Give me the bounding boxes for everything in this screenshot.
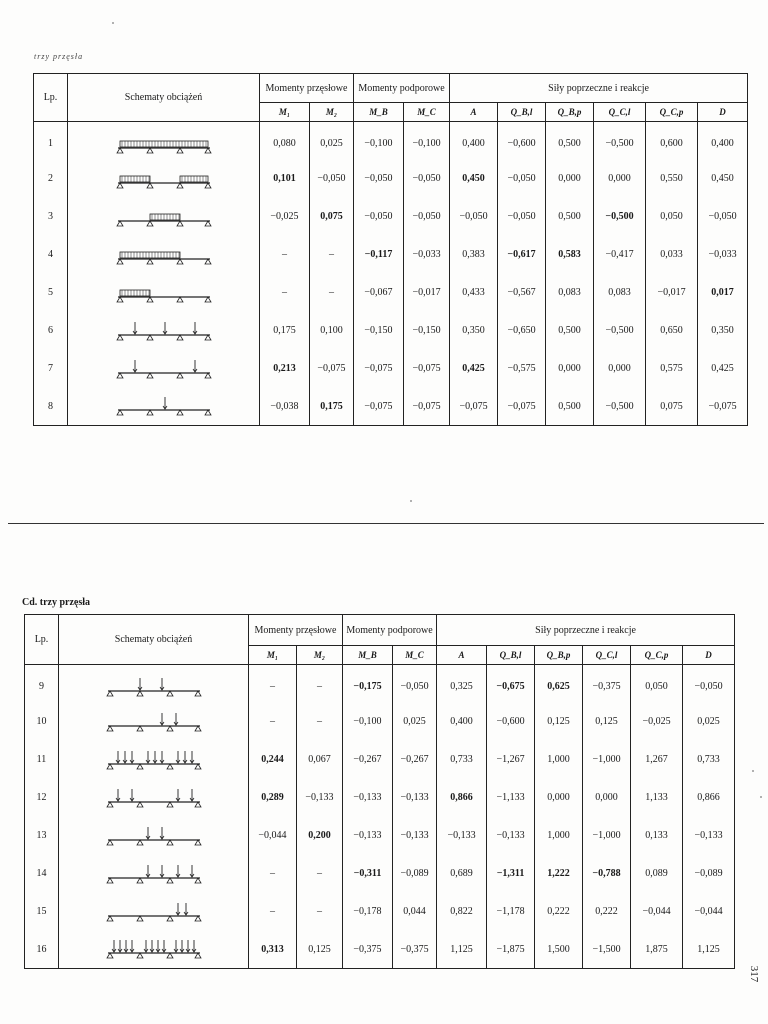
header-lp: Lp. xyxy=(25,615,59,665)
row-schema xyxy=(59,665,249,703)
row-schema xyxy=(59,817,249,855)
beam-scheme-icon xyxy=(104,862,204,886)
cell-value: 0,100 xyxy=(310,312,354,350)
scan-speck xyxy=(752,770,754,772)
cell-value: −0,017 xyxy=(404,274,450,312)
cell-value: −0,417 xyxy=(594,236,646,274)
cell-value: −0,133 xyxy=(487,817,535,855)
cell-value: −0,178 xyxy=(343,893,393,931)
cell-value: 0,080 xyxy=(260,122,310,160)
table-row xyxy=(34,236,748,274)
cell-value: 0,575 xyxy=(646,350,698,388)
cell-value: – xyxy=(260,274,310,312)
cell-value: −0,600 xyxy=(498,122,546,160)
cell-value: 0,125 xyxy=(535,703,583,741)
cell-value: 1,125 xyxy=(437,931,487,969)
cell-value: −0,075 xyxy=(354,350,404,388)
cell-value: 0,222 xyxy=(583,893,631,931)
row-lp: 13 xyxy=(25,817,59,855)
page-separator xyxy=(8,523,764,524)
cell-value: 1,133 xyxy=(631,779,683,817)
cell-value: −0,033 xyxy=(698,236,748,274)
row-lp: 14 xyxy=(25,855,59,893)
row-lp: 11 xyxy=(25,741,59,779)
cell-value: 0,000 xyxy=(535,779,583,817)
cell-value: −0,617 xyxy=(498,236,546,274)
col-qbl: Q_B,l xyxy=(498,103,546,122)
cell-value: −0,117 xyxy=(354,236,404,274)
cell-value: 0,400 xyxy=(450,122,498,160)
cell-value: −0,050 xyxy=(498,160,546,198)
beam-scheme-icon xyxy=(114,167,214,191)
cell-value: 0,289 xyxy=(249,779,297,817)
col-m2: M₂ xyxy=(310,103,354,122)
cell-value: 0,822 xyxy=(437,893,487,931)
beam-scheme-icon xyxy=(114,132,214,156)
row-lp: 8 xyxy=(34,388,68,426)
cell-value: −0,150 xyxy=(404,312,450,350)
cell-value: −0,033 xyxy=(404,236,450,274)
cell-value: −0,133 xyxy=(343,779,393,817)
cell-value: −0,075 xyxy=(698,388,748,426)
header-schematy: Schematy obciążeń xyxy=(59,615,249,665)
beam-scheme-icon xyxy=(114,281,214,305)
cell-value: −0,075 xyxy=(498,388,546,426)
cell-value: 0,000 xyxy=(583,779,631,817)
scan-speck xyxy=(410,500,412,502)
cell-value: 0,400 xyxy=(437,703,487,741)
row-lp: 15 xyxy=(25,893,59,931)
beam-table-1-body xyxy=(34,122,748,426)
col-qbl: Q_B,l xyxy=(487,646,535,665)
cut-section-header: trzy przęsła xyxy=(34,52,84,61)
cell-value: −0,067 xyxy=(354,274,404,312)
cell-value: −0,050 xyxy=(354,160,404,198)
cell-value: −0,500 xyxy=(594,198,646,236)
beam-scheme-icon xyxy=(114,319,214,343)
cell-value: – xyxy=(297,665,343,703)
row-schema xyxy=(68,312,260,350)
table-row xyxy=(25,893,735,931)
cell-value: 0,866 xyxy=(437,779,487,817)
cell-value: −0,050 xyxy=(404,198,450,236)
beam-scheme-icon xyxy=(104,824,204,848)
header-momenty-podporowe: Momenty podporowe xyxy=(343,615,437,646)
cell-value: 0,313 xyxy=(249,931,297,969)
cell-value: 0,125 xyxy=(297,931,343,969)
row-schema xyxy=(59,703,249,741)
row-schema xyxy=(68,350,260,388)
cell-value: 0,689 xyxy=(437,855,487,893)
col-d: D xyxy=(698,103,748,122)
table-row xyxy=(34,198,748,236)
cell-value: 0,400 xyxy=(698,122,748,160)
cell-value: −0,044 xyxy=(249,817,297,855)
col-m1: M₁ xyxy=(260,103,310,122)
row-schema xyxy=(68,274,260,312)
cell-value: −0,075 xyxy=(310,350,354,388)
cell-value: −1,133 xyxy=(487,779,535,817)
cell-value: – xyxy=(249,855,297,893)
row-lp: 16 xyxy=(25,931,59,969)
cell-value: −0,100 xyxy=(354,122,404,160)
cell-value: −0,050 xyxy=(450,198,498,236)
beam-scheme-icon xyxy=(104,900,204,924)
col-qbp: Q_B,p xyxy=(535,646,583,665)
row-schema xyxy=(59,779,249,817)
cell-value: 0,450 xyxy=(450,160,498,198)
cell-value: 0,425 xyxy=(698,350,748,388)
col-qcl: Q_C,l xyxy=(583,646,631,665)
table-row xyxy=(34,350,748,388)
col-qcl: Q_C,l xyxy=(594,103,646,122)
table-row xyxy=(25,817,735,855)
cell-value: 1,125 xyxy=(683,931,735,969)
cell-value: 0,050 xyxy=(631,665,683,703)
cell-value: −0,075 xyxy=(354,388,404,426)
beam-scheme-icon xyxy=(104,937,204,961)
cell-value: 0,033 xyxy=(646,236,698,274)
row-lp: 5 xyxy=(34,274,68,312)
cell-value: 0,089 xyxy=(631,855,683,893)
col-qcp: Q_C,p xyxy=(631,646,683,665)
cell-value: −0,050 xyxy=(310,160,354,198)
table-row xyxy=(25,855,735,893)
cell-value: −0,038 xyxy=(260,388,310,426)
cell-value: – xyxy=(310,236,354,274)
cell-value: 0,583 xyxy=(546,236,594,274)
row-schema xyxy=(59,741,249,779)
cell-value: 0,222 xyxy=(535,893,583,931)
cell-value: −0,025 xyxy=(260,198,310,236)
col-qcp: Q_C,p xyxy=(646,103,698,122)
cell-value: 0,175 xyxy=(260,312,310,350)
cell-value: – xyxy=(260,236,310,274)
cell-value: −0,044 xyxy=(631,893,683,931)
beam-scheme-icon xyxy=(114,394,214,418)
header-sily: Siły poprzeczne i reakcje xyxy=(450,74,748,103)
col-mb: M_B xyxy=(354,103,404,122)
row-schema xyxy=(68,236,260,274)
beam-table-2 xyxy=(24,614,735,969)
cell-value: – xyxy=(249,703,297,741)
cell-value: 0,433 xyxy=(450,274,498,312)
cell-value: 0,325 xyxy=(437,665,487,703)
cell-value: 0,133 xyxy=(631,817,683,855)
cell-value: 0,866 xyxy=(683,779,735,817)
cell-value: −0,500 xyxy=(594,388,646,426)
cell-value: −0,050 xyxy=(404,160,450,198)
row-lp: 9 xyxy=(25,665,59,703)
col-m1: M₁ xyxy=(249,646,297,665)
cell-value: 0,213 xyxy=(260,350,310,388)
beam-scheme-icon xyxy=(104,710,204,734)
col-qbp: Q_B,p xyxy=(546,103,594,122)
cell-value: −0,133 xyxy=(683,817,735,855)
cell-value: −0,050 xyxy=(683,665,735,703)
row-lp: 6 xyxy=(34,312,68,350)
cell-value: −1,500 xyxy=(583,931,631,969)
row-lp: 3 xyxy=(34,198,68,236)
cell-value: 0,044 xyxy=(393,893,437,931)
cell-value: 0,450 xyxy=(698,160,748,198)
col-mc: M_C xyxy=(393,646,437,665)
cell-value: 0,350 xyxy=(450,312,498,350)
cell-value: −0,050 xyxy=(393,665,437,703)
cell-value: −0,100 xyxy=(404,122,450,160)
beam-scheme-icon xyxy=(114,243,214,267)
cell-value: −0,133 xyxy=(297,779,343,817)
scan-speck xyxy=(760,796,762,798)
cell-value: −0,050 xyxy=(498,198,546,236)
cell-value: 0,000 xyxy=(594,160,646,198)
cell-value: −0,025 xyxy=(631,703,683,741)
cell-value: 0,083 xyxy=(546,274,594,312)
cell-value: 0,175 xyxy=(310,388,354,426)
cell-value: −0,650 xyxy=(498,312,546,350)
cell-value: 0,733 xyxy=(437,741,487,779)
row-schema xyxy=(68,122,260,160)
cell-value: −0,150 xyxy=(354,312,404,350)
cell-value: 0,625 xyxy=(535,665,583,703)
col-a: A xyxy=(450,103,498,122)
cell-value: – xyxy=(297,703,343,741)
cell-value: 0,500 xyxy=(546,122,594,160)
cell-value: 0,017 xyxy=(698,274,748,312)
cell-value: 0,083 xyxy=(594,274,646,312)
header-sily: Siły poprzeczne i reakcje xyxy=(437,615,735,646)
cell-value: −0,100 xyxy=(343,703,393,741)
cell-value: 1,222 xyxy=(535,855,583,893)
header-momenty-przeslowe: Momenty przęsłowe xyxy=(260,74,354,103)
cell-value: 1,875 xyxy=(631,931,683,969)
cell-value: −1,875 xyxy=(487,931,535,969)
cell-value: −0,600 xyxy=(487,703,535,741)
cell-value: −0,575 xyxy=(498,350,546,388)
cell-value: 0,101 xyxy=(260,160,310,198)
cell-value: 0,350 xyxy=(698,312,748,350)
beam-scheme-icon xyxy=(114,357,214,381)
cell-value: −1,000 xyxy=(583,741,631,779)
cell-value: 0,500 xyxy=(546,198,594,236)
cell-value: −0,567 xyxy=(498,274,546,312)
cell-value: – xyxy=(249,665,297,703)
scan-speck xyxy=(112,22,114,24)
cell-value: −0,133 xyxy=(393,817,437,855)
cell-value: 0,075 xyxy=(310,198,354,236)
row-schema xyxy=(68,388,260,426)
row-lp: 10 xyxy=(25,703,59,741)
cell-value: −0,311 xyxy=(343,855,393,893)
cell-value: 1,267 xyxy=(631,741,683,779)
cell-value: −0,375 xyxy=(393,931,437,969)
cell-value: −1,311 xyxy=(487,855,535,893)
cell-value: 0,383 xyxy=(450,236,498,274)
cell-value: −0,375 xyxy=(583,665,631,703)
cell-value: 0,650 xyxy=(646,312,698,350)
continuation-caption: Cd. trzy przęsła xyxy=(22,597,91,608)
cell-value: 1,000 xyxy=(535,817,583,855)
cell-value: 0,025 xyxy=(393,703,437,741)
cell-value: – xyxy=(297,855,343,893)
cell-value: 0,000 xyxy=(546,160,594,198)
cell-value: −0,375 xyxy=(343,931,393,969)
row-schema xyxy=(59,931,249,969)
cell-value: 0,425 xyxy=(450,350,498,388)
row-schema xyxy=(59,893,249,931)
cell-value: 0,550 xyxy=(646,160,698,198)
cell-value: 0,000 xyxy=(546,350,594,388)
cell-value: −1,267 xyxy=(487,741,535,779)
header-lp: Lp. xyxy=(34,74,68,122)
cell-value: 0,200 xyxy=(297,817,343,855)
cell-value: −0,050 xyxy=(354,198,404,236)
row-schema xyxy=(59,855,249,893)
cell-value: – xyxy=(249,893,297,931)
cell-value: −0,788 xyxy=(583,855,631,893)
cell-value: −0,133 xyxy=(437,817,487,855)
cell-value: −0,133 xyxy=(393,779,437,817)
cell-value: −0,075 xyxy=(450,388,498,426)
cell-value: −0,675 xyxy=(487,665,535,703)
cell-value: 1,500 xyxy=(535,931,583,969)
cell-value: 0,600 xyxy=(646,122,698,160)
beam-scheme-icon xyxy=(104,748,204,772)
cell-value: −0,267 xyxy=(343,741,393,779)
cell-value: 0,125 xyxy=(583,703,631,741)
row-lp: 2 xyxy=(34,160,68,198)
cell-value: −0,500 xyxy=(594,312,646,350)
row-schema xyxy=(68,160,260,198)
cell-value: −0,500 xyxy=(594,122,646,160)
cell-value: 1,000 xyxy=(535,741,583,779)
table-row xyxy=(25,931,735,969)
cell-value: −0,050 xyxy=(698,198,748,236)
cell-value: 0,500 xyxy=(546,388,594,426)
table-row xyxy=(34,160,748,198)
cell-value: 0,244 xyxy=(249,741,297,779)
table-row xyxy=(34,312,748,350)
header-schematy: Schematy obciążeń xyxy=(68,74,260,122)
cell-value: −0,089 xyxy=(393,855,437,893)
row-schema xyxy=(68,198,260,236)
cell-value: −1,000 xyxy=(583,817,631,855)
cell-value: 0,025 xyxy=(683,703,735,741)
beam-scheme-icon xyxy=(104,675,204,699)
cell-value: 0,067 xyxy=(297,741,343,779)
cell-value: 0,500 xyxy=(546,312,594,350)
beam-scheme-icon xyxy=(114,205,214,229)
cell-value: – xyxy=(310,274,354,312)
cell-value: −0,133 xyxy=(343,817,393,855)
cell-value: −0,075 xyxy=(404,350,450,388)
header-momenty-przeslowe: Momenty przęsłowe xyxy=(249,615,343,646)
cell-value: 0,025 xyxy=(310,122,354,160)
page-number: 317 xyxy=(748,965,760,983)
cell-value: – xyxy=(297,893,343,931)
cell-value: 0,733 xyxy=(683,741,735,779)
cell-value: −1,178 xyxy=(487,893,535,931)
table-row xyxy=(25,665,735,703)
cell-value: −0,017 xyxy=(646,274,698,312)
table-row xyxy=(25,779,735,817)
row-lp: 1 xyxy=(34,122,68,160)
table-row xyxy=(25,703,735,741)
cell-value: −0,267 xyxy=(393,741,437,779)
row-lp: 12 xyxy=(25,779,59,817)
beam-table-2-body xyxy=(25,665,735,969)
beam-scheme-icon xyxy=(104,786,204,810)
col-a: A xyxy=(437,646,487,665)
row-lp: 7 xyxy=(34,350,68,388)
cell-value: 0,075 xyxy=(646,388,698,426)
cell-value: 0,050 xyxy=(646,198,698,236)
cell-value: 0,000 xyxy=(594,350,646,388)
beam-table-1 xyxy=(33,73,748,426)
cell-value: −0,044 xyxy=(683,893,735,931)
table-row xyxy=(34,274,748,312)
col-d: D xyxy=(683,646,735,665)
table-row xyxy=(34,388,748,426)
cell-value: −0,089 xyxy=(683,855,735,893)
row-lp: 4 xyxy=(34,236,68,274)
cell-value: −0,175 xyxy=(343,665,393,703)
cell-value: −0,075 xyxy=(404,388,450,426)
col-mb: M_B xyxy=(343,646,393,665)
col-mc: M_C xyxy=(404,103,450,122)
table-row xyxy=(25,741,735,779)
table-row xyxy=(34,122,748,160)
header-momenty-podporowe: Momenty podporowe xyxy=(354,74,450,103)
col-m2: M₂ xyxy=(297,646,343,665)
